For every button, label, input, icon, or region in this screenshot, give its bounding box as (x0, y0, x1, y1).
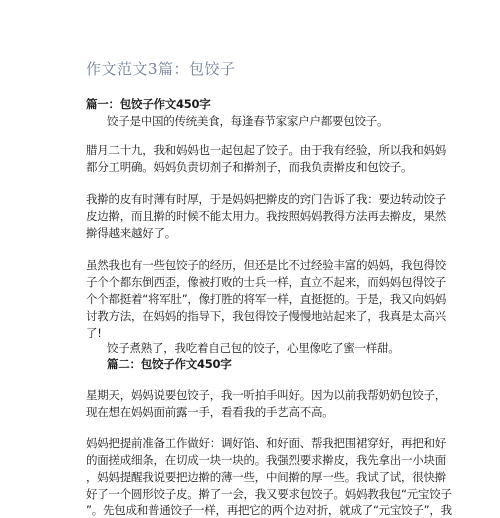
paragraph-line: 饺子是中国的传统美食，每逢春节家家户户都要包饺子。 (107, 114, 389, 128)
paragraph-line: 擀得越来越好了。 (86, 226, 176, 240)
paragraph-line: ，妈妈提醒我说要把边擀的薄一些，中间擀的厚一些。我试了试，很快擀 (86, 470, 446, 484)
paragraph-line: 虽然我也有一些包饺子的经历，但还是比不过经验丰富的妈妈，我包得饺 (86, 258, 446, 272)
document-title: 作文范文3篇：包饺子 (86, 60, 236, 78)
paragraph-line: 现在想在妈妈面前露一手，看看我的手艺高不高。 (86, 405, 334, 419)
paragraph-line: 个个都挺着“将军肚”，像打胜的将军一样，直挺挺的。于是，我又向妈妈 (86, 292, 447, 306)
paragraph-line: 了! (86, 326, 102, 340)
paragraph-line: 皮边擀，而且擀的时候不能太用力。我按照妈妈教得方法再去擀皮，果然 (86, 209, 446, 223)
paragraph-line: 我擀的皮有时薄有时厚，于是妈妈把擀皮的窍门告诉了我：要边转动饺子 (86, 192, 446, 206)
paragraph-line: 饺子煮熟了，我吃着自己包的饺子，心里像吃了蜜一样甜。 (107, 341, 400, 355)
section-heading-2: 篇二：包饺子作文450字 (107, 357, 232, 371)
paragraph-line: 妈妈把提前准备工作做好：调好馅、和好面、帮我把围裙穿好，再把和好 (86, 436, 446, 450)
paragraph-line: ”。先包成和普通饺子一样，再把它的两个边对折，就成了“元宝饺子”，我 (86, 503, 452, 517)
paragraph-line: 子个个都东倒西歪，像被打败的士兵一样，直立不起来，而妈妈包得饺子 (86, 275, 446, 289)
paragraph-line: 腊月二十九，我和妈妈也一起包起了饺子。由于我有经验，所以我和妈妈 (86, 143, 446, 157)
paragraph-line: 都分工明确。妈妈负责切剂子和擀剂子，而我负责擀皮和包饺子。 (86, 160, 413, 174)
section-heading-1: 篇一：包饺子作文450字 (86, 97, 211, 111)
paragraph-line: 好了一个圆形饺子皮。擀了一会，我又要求包饺子。妈妈教我包“元宝饺子 (86, 487, 452, 501)
paragraph-line: 星期天，妈妈说要包饺子，我一听拍手叫好。因为以前我帮奶奶包饺子， (86, 388, 446, 402)
paragraph-line: 的面搓成细条，在切成一块一块的。我强烈要求擀皮，我先拿出一小块面 (86, 453, 446, 467)
paragraph-line: 讨教方法，在妈妈的指导下，我包得饺子慢慢地站起来了，我真是太高兴 (86, 309, 446, 323)
